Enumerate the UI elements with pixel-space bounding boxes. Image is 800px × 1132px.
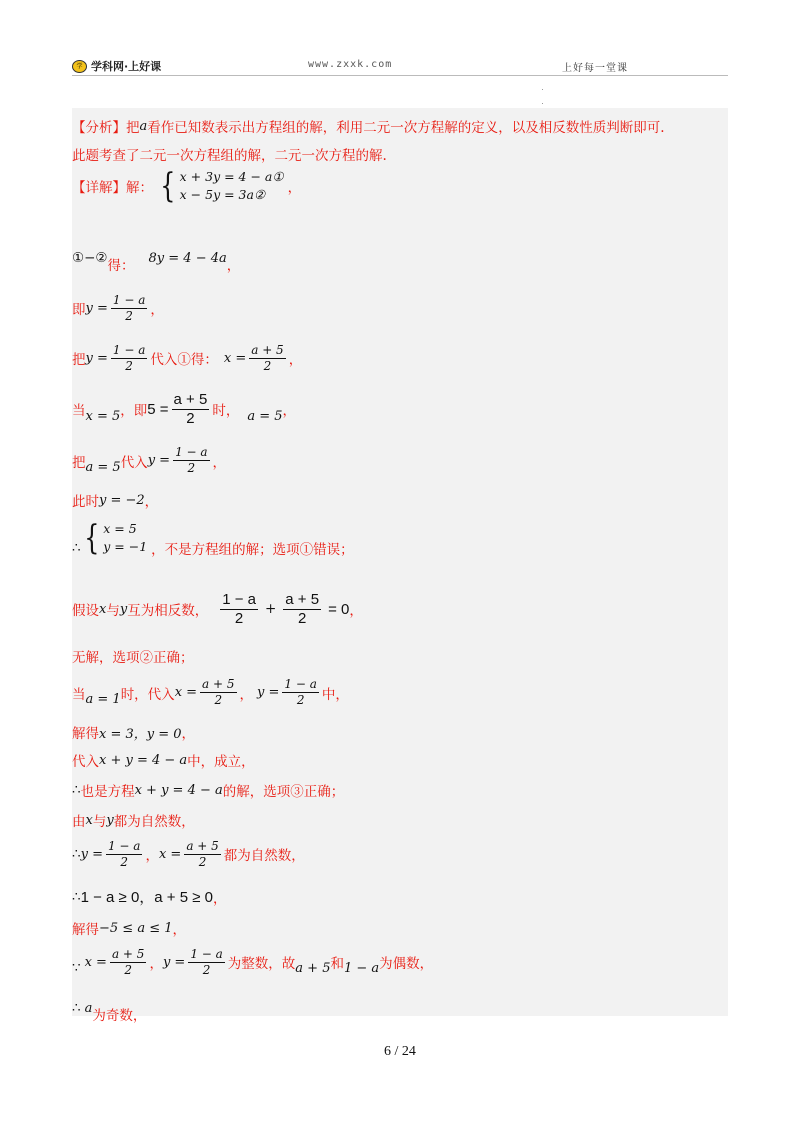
logo-text: 学科网·上好课 (91, 60, 162, 73)
site-url: www.zxxk.com (308, 59, 393, 70)
text: ， (181, 726, 196, 742)
math: a = 5 (85, 460, 121, 475)
step-line (72, 592, 363, 627)
fraction: $\frac{a + 5}{2}$ (202, 677, 235, 707)
math: y (119, 601, 128, 617)
text: 与 (92, 814, 107, 830)
text: 代入 (72, 754, 99, 770)
therefore-symbol: ∴ (72, 540, 81, 556)
dot-mark (542, 103, 543, 104)
text: 此题考查了二元一次方程组的解，二元一次方程的解. (72, 148, 387, 164)
text: 代入①得： (150, 352, 218, 369)
text: 看作已知数表示出方程组的解，利用二元一次方程解的定义，以及相反数性质判断即可. (147, 120, 665, 136)
page-number: 6 / 24 (384, 1044, 416, 1059)
math: x + y = 4 − a (99, 752, 188, 768)
text: 即 (72, 302, 86, 319)
text: 假设 (72, 603, 99, 620)
math: = 0 (328, 600, 350, 618)
equation: x + 3y = 4 − a① (179, 169, 284, 184)
math: 8y = 4 − 4a (148, 250, 227, 266)
text: 【详解】解： (72, 180, 153, 197)
math: x = (158, 846, 182, 862)
text: 解得 (72, 726, 99, 742)
math: 1 − a ≥ 0，a + 5 ≥ 0 (80, 889, 213, 906)
text: 也是方程 (80, 784, 135, 800)
analysis-line (72, 116, 665, 136)
dot-mark (542, 89, 543, 90)
step-line (72, 948, 433, 976)
step-line (72, 294, 164, 322)
math: x = 5 (85, 408, 121, 424)
text: 解得 (72, 922, 99, 938)
text: 【分析】把 (72, 120, 140, 136)
text: 时，代入 (120, 686, 175, 703)
fraction: $\frac{a + 5}{2}$ (173, 391, 208, 427)
step-line (72, 840, 305, 868)
fraction: $\frac{1 - a}{2}$ (112, 293, 146, 323)
text: 中， (321, 686, 349, 703)
text: ，即 (120, 403, 148, 420)
text: ， (226, 258, 241, 274)
math: 5 = (147, 400, 169, 418)
detail-line (72, 166, 302, 207)
math: x = 3，y = 0 (99, 726, 182, 742)
step-line (72, 886, 226, 907)
text: 当 (72, 686, 86, 703)
math: y = (80, 846, 103, 862)
text: 把 (72, 454, 86, 471)
step-line (72, 678, 349, 707)
step-line (72, 992, 146, 1024)
text: 互为相反数， (127, 603, 209, 620)
page-header (72, 58, 728, 78)
text: 和 (330, 956, 344, 973)
fraction: $\frac{a + 5}{2}$ (251, 343, 284, 373)
math: y = (85, 350, 108, 366)
step-line (72, 490, 158, 510)
math: y = (257, 685, 280, 700)
fraction: $\frac{1 - a}{2}$ (190, 947, 223, 977)
text: ， (144, 494, 159, 510)
text: ， (349, 603, 363, 620)
text: ， (212, 890, 227, 907)
fraction: $\frac{1 - a}{2}$ (222, 591, 256, 627)
text: 时， (212, 403, 240, 420)
text: 无解，选项②正确； (72, 650, 194, 666)
therefore-symbol: ∴ (72, 888, 81, 905)
topic-line (72, 144, 387, 164)
fraction: $\frac{a + 5}{2}$ (111, 947, 145, 977)
math: a = 1 (85, 692, 121, 707)
therefore-symbol: ∴ (72, 782, 81, 798)
equation-system: { x + 3y = 4 − a① x − 5y = 3a② (160, 166, 284, 207)
text: 为奇数， (92, 1008, 147, 1024)
text: ， (282, 403, 297, 420)
logo-badge-icon: 学 (72, 60, 87, 73)
text: 中，成立， (187, 754, 255, 770)
fraction: $\frac{1 - a}{2}$ (107, 839, 141, 869)
text: 当 (72, 403, 86, 420)
logo (72, 58, 161, 74)
text: ， (145, 848, 159, 865)
step-line (72, 446, 226, 475)
text: ， (212, 454, 227, 471)
step-line (72, 918, 186, 938)
math: y = (162, 954, 186, 970)
text: 得： (107, 258, 135, 274)
math: y = (147, 453, 171, 468)
step-line (72, 780, 344, 800)
fraction: $\frac{a + 5}{2}$ (285, 591, 320, 627)
fraction: $\frac{1 - a}{2}$ (112, 343, 146, 373)
text: 为整数，故 (227, 956, 296, 973)
step-line (72, 392, 296, 427)
step-line (72, 242, 240, 274)
math: x = (223, 350, 247, 366)
step-line (72, 722, 195, 742)
solution-body (72, 108, 728, 1024)
text: 的解，选项③正确； (222, 784, 345, 800)
math: y (106, 812, 114, 828)
math: y = −2 (99, 492, 145, 508)
therefore-symbol: ∴ (72, 846, 81, 863)
equation: x − 5y = 3a② (179, 187, 266, 203)
text: 由 (72, 814, 86, 830)
text: 都为自然数， (223, 848, 305, 865)
because-symbol: ∵ (72, 960, 81, 977)
step-line (72, 518, 354, 558)
text: ， (149, 956, 163, 973)
math: a (84, 1000, 93, 1016)
equation: y = −1 (103, 539, 148, 554)
math: 1 − a (343, 960, 380, 976)
math: + (264, 601, 277, 618)
equation: x = 5 (103, 520, 137, 536)
text: 都为自然数， (113, 814, 195, 830)
text: 为偶数， (379, 956, 434, 973)
math: x = (174, 685, 198, 700)
header-rule (72, 75, 728, 76)
text: ，不是方程组的解；选项①错误； (151, 542, 354, 558)
math: x + y = 4 − a (134, 782, 223, 798)
text: ， (288, 352, 303, 369)
slogan: 上好每一堂课 (562, 63, 628, 74)
fraction: $\frac{a + 5}{2}$ (186, 839, 219, 869)
step-line (72, 344, 302, 372)
math: x (99, 601, 107, 617)
math: a (139, 118, 148, 134)
text: ， (172, 922, 186, 938)
step-line (72, 810, 195, 830)
fraction: $\frac{1 - a}{2}$ (175, 445, 208, 475)
step-line (72, 750, 255, 770)
step-line (72, 646, 194, 666)
math: −5 ≤ a ≤ 1 (99, 920, 173, 936)
math: x = (84, 954, 107, 970)
math: x (85, 812, 93, 828)
fraction: $\frac{1 - a}{2}$ (284, 677, 317, 707)
text: 此时 (72, 494, 99, 510)
math: y = (85, 300, 108, 316)
text: ， (150, 302, 164, 319)
math: a + 5 (295, 960, 331, 976)
text: 把 (72, 352, 86, 369)
math: ①−② (72, 250, 108, 266)
text: 代入 (120, 454, 148, 471)
text: 与 (106, 603, 120, 620)
math: a = 5 (247, 408, 283, 424)
text: ， (239, 686, 254, 703)
equation-system: { x = 5 y = −1 (83, 518, 148, 558)
text: ， (287, 180, 302, 197)
therefore-symbol: ∴ (72, 1000, 81, 1016)
